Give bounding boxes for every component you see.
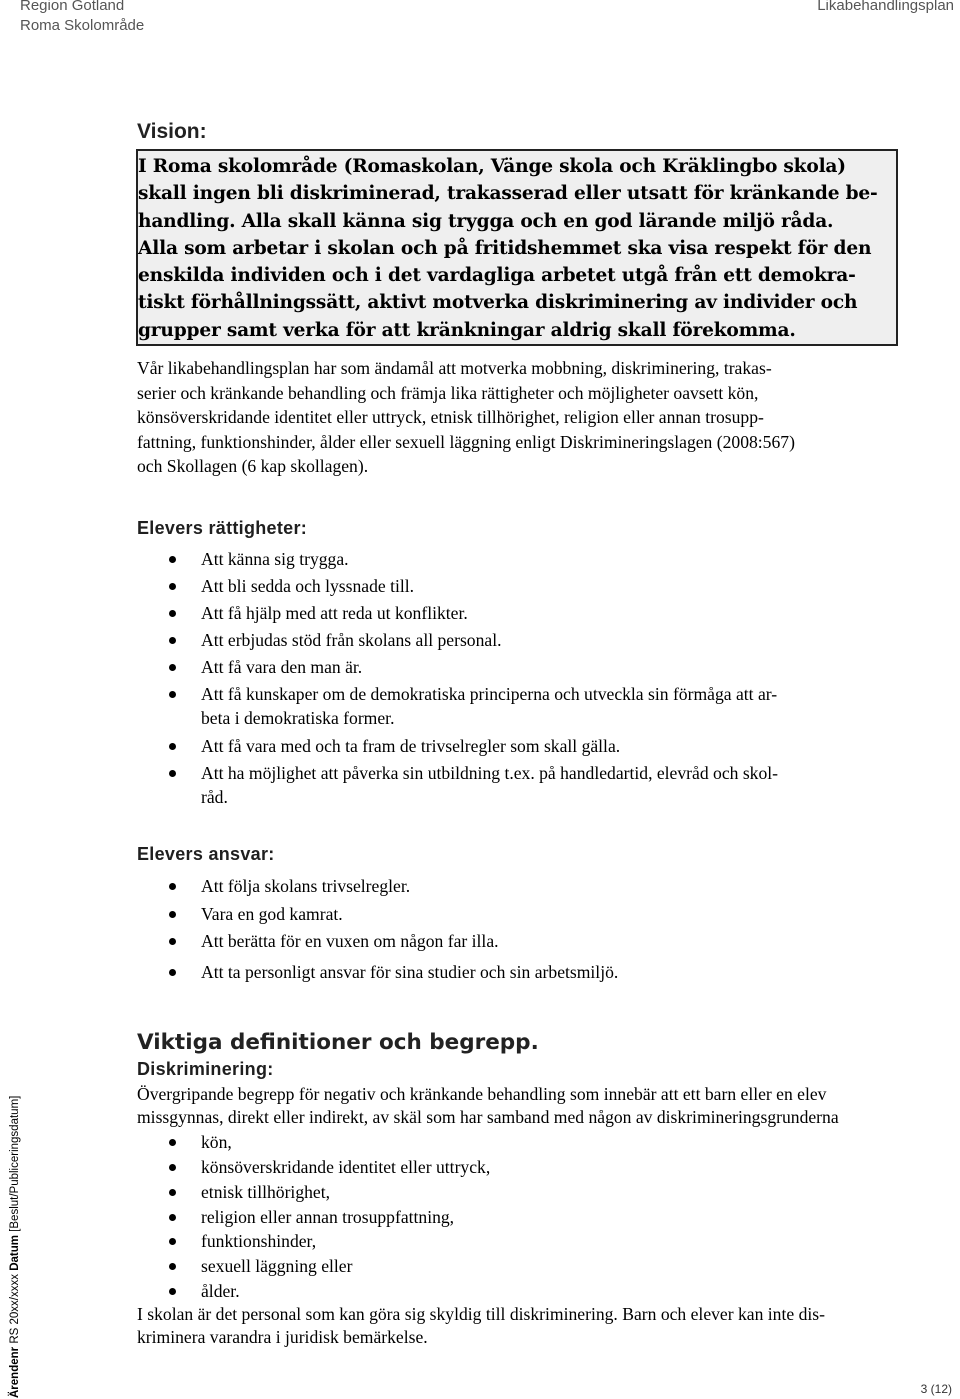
- list-item: [137, 574, 897, 598]
- case-number-value: RS 20xx/xxxx: [9, 1274, 21, 1344]
- closing-text: [137, 1303, 897, 1349]
- list-item: ålder.: [137, 1279, 897, 1304]
- text-line: Övergripande begrepp för negativ och kränkande behandling som innebär att ett barn eller en elev: [137, 1084, 827, 1105]
- discrimination-grounds-list: [137, 1130, 897, 1303]
- vision-line: I Roma skolområde (Romaskolan, Vänge skola och Kräklingbo skola): [138, 156, 846, 177]
- unit-name: Roma Skolområde: [20, 17, 145, 34]
- list-item: kön,: [137, 1130, 897, 1155]
- list-item-text: råd.: [201, 787, 228, 808]
- text-line: I skolan är det personal som kan göra sig skyldig till diskriminering. Barn och elever kan inte dis-: [137, 1304, 825, 1325]
- date-label: Datum: [9, 1235, 21, 1271]
- list-item: etnisk tillhörighet,: [137, 1180, 897, 1205]
- list-item: funktionshinder,: [137, 1229, 897, 1254]
- rights-heading: Elevers rättigheter:: [137, 517, 308, 538]
- list-item: [137, 655, 897, 679]
- vision-heading: Vision:: [137, 120, 207, 143]
- duties-list: [137, 874, 897, 984]
- list-item: könsöverskridande identitet eller uttryck,: [137, 1155, 897, 1180]
- list-item: [137, 547, 897, 571]
- list-item-text: beta i demokratiska former.: [201, 708, 395, 729]
- list-item: [137, 628, 897, 652]
- text-line: kriminera varandra i juridisk bemärkelse.: [137, 1327, 428, 1348]
- intro-line: fattning, funktionshinder, ålder eller sexuell läggning enligt Diskrimineringslagen (2008:567): [137, 431, 795, 452]
- list-item: sexuell läggning eller: [137, 1254, 897, 1279]
- list-item-text: Att bli sedda och lyssnade till.: [201, 575, 415, 596]
- intro-line: serier och kränkande behandling och främja lika rättigheter och möjligheter oavsett kön,: [137, 382, 759, 403]
- list-item: Att ta personligt ansvar för sina studier och sin arbetsmiljö.: [137, 960, 897, 984]
- list-item: [137, 734, 897, 758]
- list-item-text: Att få kunskaper om de demokratiska principerna och utveckla sin förmåga att ar-: [201, 684, 778, 705]
- vision-line: handling. Alla skall känna sig trygga och en god lärande miljö råda.: [138, 210, 834, 232]
- vision-line: enskilda individen och i det vardagliga arbetet utgå från ett demokra-: [138, 265, 856, 287]
- org-name: Region Gotland: [20, 0, 125, 14]
- vision-line: grupper samt verka för att kränkningar aldrig skall förekomma.: [138, 319, 796, 341]
- list-item: [137, 761, 897, 810]
- date-value: [Beslut/Publiceringsdatum]: [9, 1095, 21, 1232]
- intro-line: könsöverskridande identitet eller uttryck, etnisk tillhörighet, religion eller annan trosupp-: [137, 407, 764, 428]
- list-item: Att berätta för en vuxen om någon far illa.: [137, 929, 897, 953]
- page-number: 3 (12): [920, 1382, 952, 1396]
- list-item-text: Att få vara den man är.: [201, 656, 363, 677]
- list-item: [137, 601, 897, 625]
- list-item-text: Att ha möjlighet att påverka sin utbildning t.ex. på handledartid, elevråd och skol-: [201, 762, 779, 783]
- list-item: Att följa skolans trivselregler.: [137, 874, 897, 898]
- document-title: Likabehandlingsplan: [817, 0, 954, 14]
- discrimination-text: [137, 1083, 897, 1129]
- list-item: [137, 682, 897, 731]
- list-item: Vara en god kamrat.: [137, 902, 897, 926]
- page-content: [137, 118, 897, 1349]
- side-footer: [9, 1096, 21, 1398]
- case-number-label: Ärendenr: [9, 1346, 21, 1398]
- discrimination-heading: Diskriminering:: [137, 1059, 274, 1080]
- intro-paragraph: [137, 356, 897, 479]
- vision-box: [136, 149, 898, 346]
- duties-heading: Elevers ansvar:: [137, 844, 275, 865]
- vision-line: tiskt förhållningssätt, aktivt motverka diskriminering av individer och: [138, 292, 858, 314]
- rights-list: [137, 547, 897, 810]
- list-item-text: Att få hjälp med att reda ut konflikter.: [201, 602, 468, 623]
- list-item: religion eller annan trosuppfattning,: [137, 1205, 897, 1230]
- text-line: missgynnas, direkt eller indirekt, av skäl som har samband med någon av diskrimineringsgrunderna: [137, 1107, 839, 1128]
- list-item-text: Att känna sig trygga.: [201, 548, 349, 569]
- intro-line: Vår likabehandlingsplan har som ändamål att motverka mobbning, diskriminering, trakas-: [137, 358, 772, 379]
- list-item-text: Att få vara med och ta fram de trivselregler som skall gälla.: [201, 735, 621, 756]
- list-item-text: Att erbjudas stöd från skolans all personal.: [201, 629, 502, 650]
- definitions-heading: Viktiga definitioner och begrepp.: [137, 1030, 539, 1056]
- intro-line: och Skollagen (6 kap skollagen).: [137, 456, 369, 477]
- vision-line: skall ingen bli diskriminerad, trakasserad eller utsatt för kränkande be-: [138, 183, 878, 205]
- vision-line: Alla som arbetar i skolan och på fritidshemmet ska visa respekt för den: [138, 237, 872, 259]
- header-left: [20, 0, 144, 36]
